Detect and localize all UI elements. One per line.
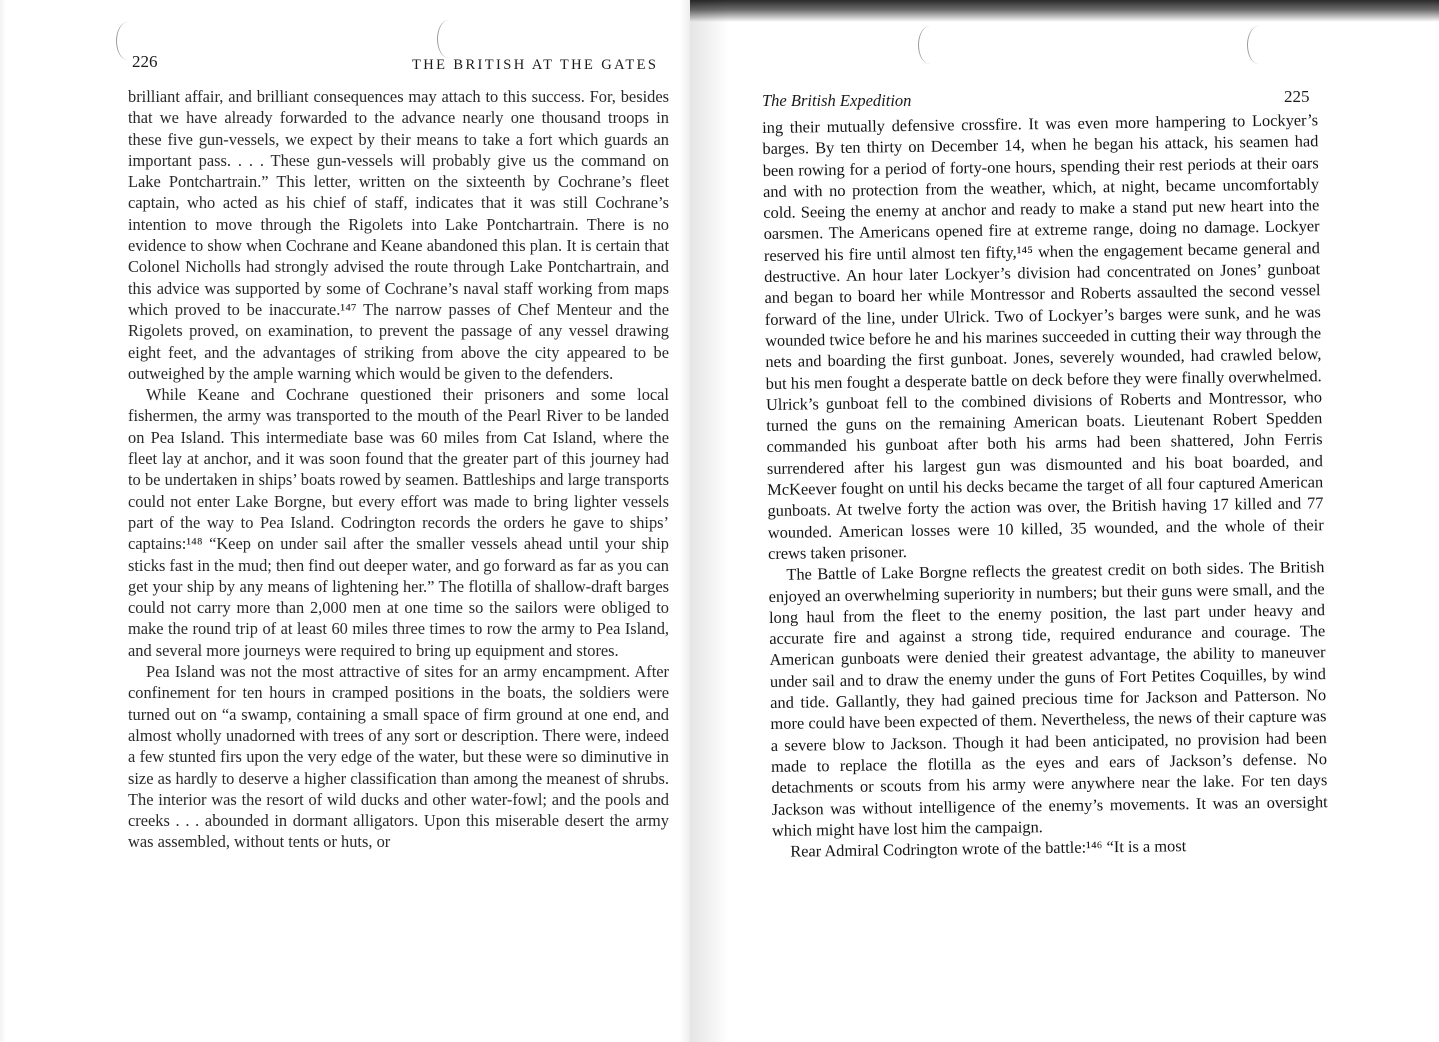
scan-edge-shadow [690, 0, 1439, 22]
gutter-shadow [690, 0, 730, 1042]
right-running-head: The British Expedition [762, 91, 912, 110]
paragraph: brilliant affair, and brilliant consequences may attach to this success. For, besides that we have already forwarded to the advance nearly one thousand troops in these five gun-vessels, we expect by their means to take a fort which guards an important pass. . . . These gun-vessels will probably give us the command on Lake Pontchartrain.” This letter, written on the sixteenth by Cochrane’s fleet captain, who acted as his chief of staff, indicates that it was still Cochrane’s intention to move through the Rigolets into Lake Pontchartrain. There is no evidence to show when Cochrane and Keane abandoned this plan. It is certain that Colonel Nicholls had strongly advised the route through Lake Pontchartrain, and this advice was supported by some of Cochrane’s naval staff working from maps which proved to be inaccurate.¹⁴⁷ The narrow passes of Chef Menteur and the Rigolets proved, on examination, to prevent the passage of any vessel drawing eight feet, and the advantages of striking from above the city appeared to be outweighed by the ample warning which would be given to the defenders. [128, 87, 669, 383]
right-page-number: 225 [1284, 87, 1310, 106]
gutter-shadow [680, 0, 690, 1042]
binder-hole-mark [918, 26, 941, 64]
binder-hole-mark [437, 20, 460, 58]
left-page-number: 226 [132, 52, 158, 71]
paragraph: Pea Island was not the most attractive of sites for an army encampment. After confinement for ten hours in cramped positions in the boats, the soldiers were turned out on “a swamp, containing a small space of firm ground at one end, and almost wholly unadorned with trees of any sort or description. There were, indeed a few stunted firs upon the very edge of the water, but these were so diminutive in size as hardly to deserve a higher classification than among the meanest of shrubs. The interior was the resort of wild ducks and other water-fowl; and the pools and creeks . . . abounded in dormant alligators. Upon this miserable desert the army was assembled, without tents or huts, or [128, 662, 669, 852]
left-page [0, 0, 690, 1042]
left-running-head: THE BRITISH AT THE GATES [412, 57, 659, 73]
left-body-text [128, 86, 669, 853]
right-body-text [762, 109, 1328, 862]
paragraph: Rear Admiral Codrington wrote of the battle:¹⁴⁶ “It is a most [790, 836, 1187, 861]
page-edge-shadow [0, 0, 6, 1042]
binder-hole-mark [1247, 26, 1270, 64]
paragraph: While Keane and Cochrane questioned their prisoners and some local fishermen, the army was transported to the mouth of the Pearl River to be landed on Pea Island. This intermediate base was 60 miles from Cat Island, where the fleet lay at anchor, and it was soon found that the greater part of this journey had to be undertaken in ships’ boats rowed by seamen. Battleships and large transports could not enter Lake Borgne, but every effort was made to bring lighter vessels part of the way to Pea Island. Codrington records the orders he gave to ships’ captains:¹⁴⁸ “Keep on under sail after the smaller vessels ahead until your ship sticks fast in the mud; then find out deeper water, and go forward as far as you can get your ship by any means of lightening her.” The flotilla of shallow-draft barges could not carry more than 2,000 men at one time so the sailors were obliged to make the round trip of at least 60 miles three times to row the army to Pea Island, and several more journeys were required to bring up equipment and stores. [128, 385, 669, 660]
paragraph: ing their mutually defensive crossfire. It was even more hampering to Lockyer’s barges. By ten thirty on December 14, when he began his attack, his seamen had been rowing for a period of forty-one hours, spending their rest periods at their oars and with no protection from the weather, which, at night, became uncomfortably cold. Seeing the enemy at anchor and ready to make a stand put new heart into the oarsmen. The Americans opened fire at extreme range, doing no damage. Lockyer reserved his fire until almost ten fifty,¹⁴⁵ when the engagement became general and destructive. An hour later Lockyer’s division had concentrated on Jones’ gunboat and began to board her while Montressor and Roberts assaulted the second vessel forward of the line, under Ulrick. Two of Lockyer’s barges were sunk, and he was wounded twice before he and his marines succeeded in cutting their way through the nets and boarding the first gunboat. Jones, severely wounded, had crawled below, but his men fought a desperate battle on deck before they were finally overwhelmed. Ulrick’s gunboat fell to the combined divisions of Roberts and Montressor, who turned the guns on the remaining American boats. Lieutenant Robert Spedden commanded his gunboat after both his arms had been shattered, John Ferris surrendered after his largest gun was dismounted and his boat boarded, and McKeever fought on until his decks became the target of all four captured American gunboats. At twelve forty the action was over, the British having 17 killed and 77 wounded. American losses were 10 killed, 35 wounded, and the whole of their crews taken prisoner. [762, 110, 1324, 563]
paragraph: The Battle of Lake Borgne reflects the greatest credit on both sides. The British enjoyed an overwhelming superiority in numbers; but their guns were small, and the long haul from the fleet to the enemy position, the last part under heavy and accurate fire and against a strong tide, required endurance and courage. The American gunboats were denied their greatest advantage, the ability to maneuver under sail and to draw the enemy under the guns of Fort Petites Coquilles, by wind and tide. Gallantly, they had gained precious time for Jackson and Patterson. No more could have been expected of them. Nevertheless, the news of their capture was a severe blow to Jackson. Though it had been anticipated, no provision had been made to replace the flotilla as the eyes and ears of Jackson’s defense. No detachments or scouts from his army were anywhere near the lake. For ten days Jackson was without intelligence of the enemy’s movements. It was an oversight which might have lost him the campaign. [768, 557, 1328, 840]
